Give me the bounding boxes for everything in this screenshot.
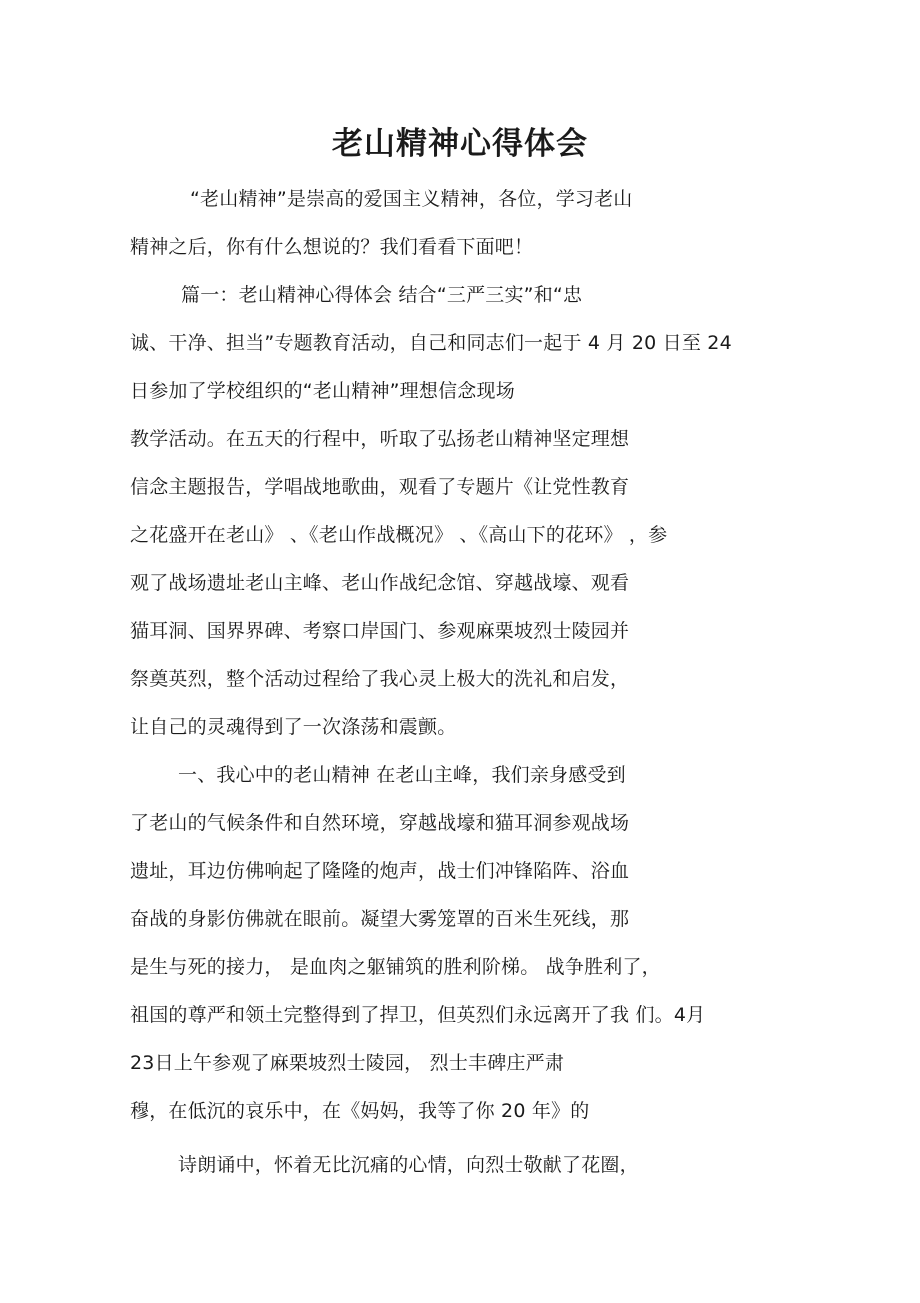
paragraph-line: 之花盛开在老山》 、《老山作战概况》 、《高山下的花环》 ，参 xyxy=(130,524,668,546)
paragraph-line: “老山精神”是崇高的爱国主义精神，各位，学习老山 xyxy=(190,188,633,210)
paragraph-line: 教学活动。在五天的行程中，听取了弘扬老山精神坚定理想 xyxy=(130,428,630,450)
paragraph-line: 猫耳洞、国界界碑、考察口岸国门、参观麻栗坡烈士陵园并 xyxy=(130,620,630,642)
paragraph-line: 诗朗诵中，怀着无比沉痛的心情，向烈士敬献了花圈， xyxy=(178,1154,639,1176)
paragraph-line: 信念主题报告，学唱战地歌曲，观看了专题片《让党性教育 xyxy=(130,476,630,498)
paragraph-line: 诚、干净、担当”专题教育活动，自己和同志们一起于 4 月 20 日至 24 xyxy=(130,332,732,354)
paragraph-line: 祖国的尊严和领土完整得到了捍卫，但英烈们永远离开了我 们。4月 xyxy=(130,1004,706,1026)
paragraph-line: 篇一：老山精神心得体会 结合“三严三实”和“忠 xyxy=(181,284,583,306)
paragraph-line: 遗址，耳边仿佛响起了隆隆的炮声，战士们冲锋陷阵、浴血 xyxy=(130,860,630,882)
paragraph-line: 精神之后，你有什么想说的？我们看看下面吧！ xyxy=(130,236,534,258)
paragraph-line: 奋战的身影仿佛就在眼前。凝望大雾笼罩的百米生死线，那 xyxy=(130,908,630,930)
paragraph-line: 祭奠英烈，整个活动过程给了我心灵上极大的洗礼和启发， xyxy=(130,668,630,690)
paragraph-line: 了老山的气候条件和自然环境，穿越战壕和猫耳洞参观战场 xyxy=(130,812,630,834)
document-title: 老山精神心得体会 xyxy=(332,126,588,162)
paragraph-line: 一、我心中的老山精神 在老山主峰，我们亲身感受到 xyxy=(178,764,626,786)
paragraph-line: 是生与死的接力， 是血肉之躯铺筑的胜利阶梯。 战争胜利了， xyxy=(130,956,661,978)
paragraph-line: 让自己的灵魂得到了一次涤荡和震颤。 xyxy=(130,716,457,738)
paragraph-line: 23日上午参观了麻栗坡烈士陵园， 烈士丰碑庄严肃 xyxy=(130,1052,565,1074)
paragraph-line: 观了战场遗址老山主峰、老山作战纪念馆、穿越战壕、观看 xyxy=(130,572,630,594)
paragraph-line: 日参加了学校组织的“老山精神”理想信念现场 xyxy=(130,380,515,402)
paragraph-line: 穆，在低沉的哀乐中，在《妈妈，我等了你 20 年》的 xyxy=(130,1100,590,1122)
